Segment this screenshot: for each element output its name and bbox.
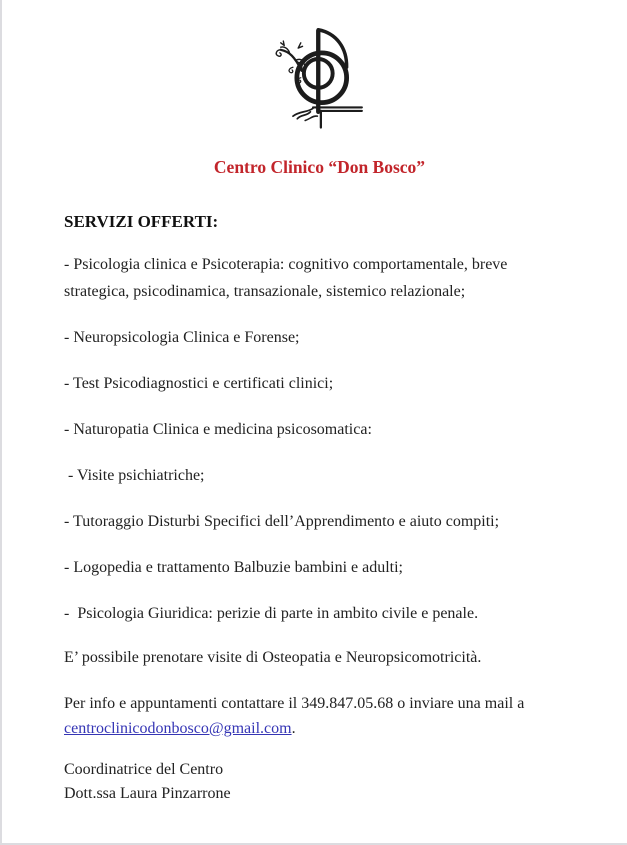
contact-paragraph (64, 691, 575, 741)
signature-block (64, 758, 575, 806)
service-item-visite-psichiatriche: - Visite psichiatriche; (64, 467, 205, 484)
service-item-naturopatia: - Naturopatia Clinica e medicina psicosomatica: (64, 421, 372, 438)
page-title: Centro Clinico “Don Bosco” (213, 157, 426, 177)
services-heading: SERVIZI OFFERTI: (64, 212, 219, 231)
service-item-neuropsicologia: - Neuropsicologia Clinica e Forense; (64, 329, 300, 346)
contact-text: Per info e appuntamenti contattare il 349.847.05.68 o inviare una mail a (64, 695, 525, 712)
psi-tree-logo-icon (272, 16, 368, 136)
document-page (2, 0, 627, 806)
service-item-test-psicodiagnostici: - Test Psicodiagnostici e certificati clinici; (64, 375, 334, 392)
service-item-psicologia-giuridica: - Psicologia Giuridica: perizie di parte in ambito civile e penale. (64, 605, 479, 622)
coordinator-role: Coordinatrice del Centro (64, 761, 224, 778)
coordinator-name: Dott.ssa Laura Pinzarrone (64, 785, 231, 802)
email-link[interactable]: centroclinicodonbosco@gmail.com (64, 720, 292, 737)
logo-container (64, 16, 575, 141)
contact-text-period: . (291, 720, 296, 737)
booking-note: E’ possibile prenotare visite di Osteopatia e Neuropsicomotricità. (64, 649, 482, 666)
service-item-tutoraggio: - Tutoraggio Disturbi Specifici dell’Apprendimento e aiuto compiti; (64, 513, 500, 530)
service-item-psicologia-clinica: - Psicologia clinica e Psicoterapia: cognitivo comportamentale, breve strategica, psicodinamica, transazionale, sistemico relazionale; (64, 256, 512, 300)
service-item-logopedia: - Logopedia e trattamento Balbuzie bambini e adulti; (64, 559, 403, 576)
